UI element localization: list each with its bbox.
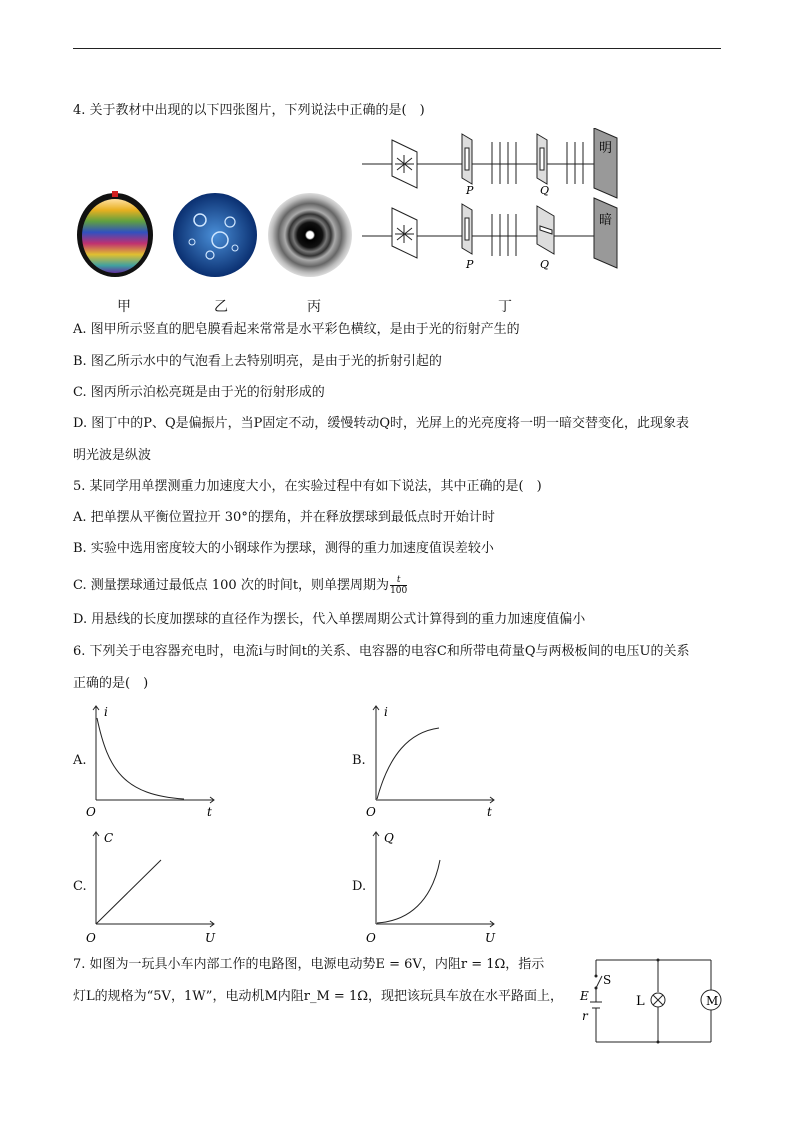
q4-photos xyxy=(70,190,360,280)
graph-b-x-label: t xyxy=(487,805,492,819)
bottom-p-label: P xyxy=(466,258,474,271)
graph-b-origin: O xyxy=(366,805,376,819)
period-fraction xyxy=(390,575,407,596)
q7-line2: 灯L的规格为“5V，1W”，电动机M内阻r_M = 1Ω，现把该玩具车放在水平路面上， xyxy=(73,989,564,1004)
q5-option-c-row xyxy=(73,575,407,596)
q6-stem-line1: 6. 下列关于电容器充电时，电流i与时间t的关系、电容器的电容C和所带电荷量Q与两极板间的电压U的关系 xyxy=(73,644,690,659)
fraction-numerator: t xyxy=(390,575,407,586)
graph-a xyxy=(84,700,224,822)
q5-option-a: A. 把单摆从平衡位置拉开 30°的摆角，并在释放摆球到最低点时开始计时 xyxy=(73,510,495,525)
graph-a-x-label: t xyxy=(207,805,212,819)
q5-option-c: C. 测量摆球通过最低点 100 次的时间t，则单摆周期为 xyxy=(73,578,390,593)
q6-stem-line2: 正确的是( ) xyxy=(73,676,149,691)
circuit-diagram xyxy=(576,952,726,1047)
graph-b-curve xyxy=(377,728,439,799)
q4-option-d: D. 图丁中的P、Q是偏振片，当P固定不动，缓慢转动Q时，光屏上的光亮度将一明一暗交替变化，此现象表 xyxy=(73,416,690,431)
bright-label: 明 xyxy=(599,141,613,156)
emf-label: E xyxy=(580,989,589,1003)
bubbles-photo xyxy=(173,193,257,277)
header-rule xyxy=(73,48,721,49)
graph-d-option: D. xyxy=(352,879,367,894)
graph-c xyxy=(84,826,224,948)
graph-c-line xyxy=(96,860,161,924)
label-jia: 甲 xyxy=(117,299,131,315)
graph-d xyxy=(364,826,504,948)
switch-label: S xyxy=(603,973,612,987)
fraction-denominator: 100 xyxy=(390,586,408,596)
resistance-label: r xyxy=(582,1009,588,1023)
switch-blade xyxy=(596,976,602,988)
q4-option-c: C. 图丙所示泊松亮斑是由于光的衍射形成的 xyxy=(73,385,325,400)
top-p-label: P xyxy=(466,184,474,197)
bottom-q-label: Q xyxy=(540,258,550,271)
motor-label: M xyxy=(706,994,719,1008)
q4-option-d-cont: 明光波是纵波 xyxy=(73,448,152,463)
graph-a-curve xyxy=(97,718,184,799)
soap-film-photo xyxy=(77,191,153,277)
q5-option-b: B. 实验中选用密度较大的小钢球作为摆球，测得的重力加速度值误差较小 xyxy=(73,541,494,556)
graph-d-origin: O xyxy=(366,931,376,945)
dark-label: 暗 xyxy=(599,213,613,228)
q4-option-b: B. 图乙所示水中的气泡看上去特别明亮，是由于光的折射引起的 xyxy=(73,354,442,369)
graph-b-option: B. xyxy=(352,753,366,768)
graph-a-option: A. xyxy=(73,753,87,768)
lamp-label: L xyxy=(636,994,645,1009)
q5-stem: 5. 某同学用单摆测重力加速度大小，在实验过程中有如下说法，其中正确的是( ) xyxy=(73,479,542,494)
graph-c-x-label: U xyxy=(205,931,216,945)
poisson-spot-photo xyxy=(268,193,352,277)
q4-stem: 4. 关于教材中出现的以下四张图片，下列说法中正确的是( ) xyxy=(73,103,425,118)
graph-b xyxy=(364,700,504,822)
label-yi: 乙 xyxy=(214,299,228,315)
graph-a-y-label: i xyxy=(104,705,108,719)
q7-line1: 7. 如图为一玩具小车内部工作的电路图，电源电动势E = 6V，内阻r = 1Ω，指示 xyxy=(73,957,545,972)
graph-c-option: C. xyxy=(73,879,87,894)
graph-b-y-label: i xyxy=(384,705,388,719)
graph-d-y-label: Q xyxy=(384,831,394,845)
graph-c-origin: O xyxy=(86,931,96,945)
graph-d-curve xyxy=(377,860,440,923)
q5-option-d: D. 用悬线的长度加摆球的直径作为摆长，代入单摆周期公式计算得到的重力加速度值偏小 xyxy=(73,612,586,627)
graph-a-origin: O xyxy=(86,805,96,819)
label-bing: 丙 xyxy=(307,299,321,315)
graph-c-y-label: C xyxy=(104,831,114,845)
label-ding: 丁 xyxy=(498,299,512,315)
polarizer-diagram xyxy=(362,128,632,278)
q4-option-a: A. 图甲所示竖直的肥皂膜看起来常常是水平彩色横纹，是由于光的衍射产生的 xyxy=(73,322,520,337)
graph-d-x-label: U xyxy=(485,931,496,945)
top-q-label: Q xyxy=(540,184,550,197)
